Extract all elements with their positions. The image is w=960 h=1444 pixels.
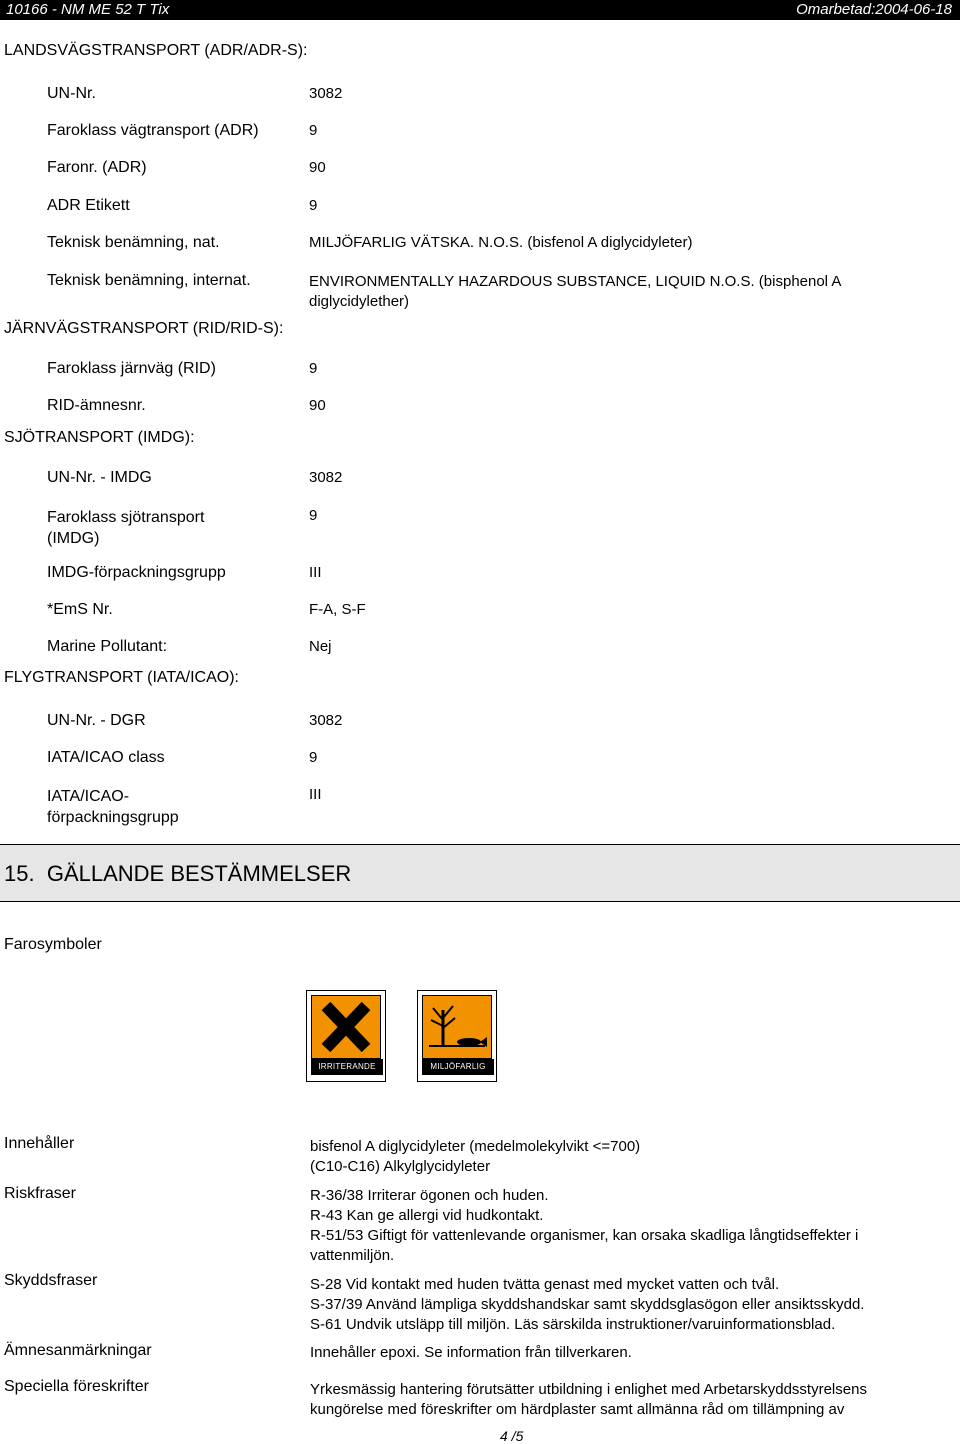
sea-row-value: III — [309, 564, 322, 581]
environment-caption: MILJÖFARLIG — [422, 1059, 494, 1075]
section-15-title — [4, 861, 351, 887]
skyddsfras-line: S-28 Vid kontakt med huden tvätta genast med mycket vatten och tvål. — [310, 1276, 780, 1293]
section-15-banner — [0, 844, 960, 902]
road-row-label: Teknisk benämning, internat. — [47, 272, 251, 289]
section-title-text: GÄLLANDE BESTÄMMELSER — [46, 861, 352, 886]
air-row-label: UN-Nr. - DGR — [47, 712, 146, 729]
sea-row-value: 3082 — [309, 469, 343, 486]
sea-row-label: Faroklass sjötransport (IMDG) — [47, 509, 205, 547]
air-transport-title: FLYGTRANSPORT (IATA/ICAO): — [4, 669, 239, 686]
irritant-symbol — [306, 990, 386, 1082]
sea-row-label: Marine Pollutant: — [47, 638, 168, 655]
road-row-value: 9 — [309, 197, 318, 214]
air-row-value: III — [309, 786, 322, 803]
amnesanmarkningar-value: Innehåller epoxi. Se information från tillverkaren. — [310, 1344, 632, 1361]
road-row-value: 3082 — [309, 85, 343, 102]
road-row-label: ADR Etikett — [47, 197, 130, 214]
sea-row-label: UN-Nr. - IMDG — [47, 469, 152, 486]
riskfras-line: R-43 Kan ge allergi vid hudkontakt. — [310, 1207, 544, 1224]
air-row-value: 3082 — [309, 712, 343, 729]
speciella-label: Speciella föreskrifter — [4, 1378, 149, 1395]
innehaller-line: bisfenol A diglycidyleter (medelmolekylvikt <=700) — [310, 1138, 641, 1155]
rail-row-label: RID-ämnesnr. — [47, 397, 146, 414]
skyddsfraser-label: Skyddsfraser — [4, 1272, 98, 1289]
document-id: 10166 - NM ME 52 T Tix — [6, 1, 170, 18]
innehaller-value — [310, 1137, 640, 1177]
riskfraser-value — [310, 1186, 910, 1266]
rail-row-label: Faroklass järnväg (RID) — [47, 360, 216, 377]
speciella-value: Yrkesmässig hantering förutsätter utbildning i enlighet med Arbetarskyddsstyrelsens kungörelse med föreskrifter om härdplaster samt allmänna råd om tillämpning av — [310, 1381, 867, 1418]
road-row-label: UN-Nr. — [47, 85, 96, 102]
innehaller-label: Innehåller — [4, 1135, 75, 1152]
sea-row-label: IMDG-förpackningsgrupp — [47, 564, 226, 581]
road-row-label: Faroklass vägtransport (ADR) — [47, 122, 259, 139]
amnesanmarkningar-label: Ämnesanmärkningar — [4, 1342, 152, 1359]
riskfraser-label: Riskfraser — [4, 1185, 77, 1202]
environment-symbol — [417, 990, 497, 1082]
irritant-x-icon — [311, 995, 381, 1059]
skyddsfraser-value — [310, 1275, 864, 1335]
irritant-caption: IRRITERANDE — [311, 1059, 383, 1075]
environment-hazard-icon — [422, 995, 492, 1059]
sea-row-label: *EmS Nr. — [47, 601, 113, 618]
air-row-value: 9 — [309, 749, 318, 766]
skyddsfras-line: S-37/39 Använd lämpliga skyddshandskar samt skyddsglasögon eller ansiktsskydd. — [310, 1296, 865, 1313]
rail-transport-title: JÄRNVÄGSTRANSPORT (RID/RID-S): — [4, 320, 284, 337]
road-row-value: 90 — [309, 159, 326, 176]
road-row-label: Faronr. (ADR) — [47, 159, 147, 176]
sea-row-value: Nej — [309, 638, 332, 655]
road-row-value: 9 — [309, 122, 318, 139]
sea-row-value: 9 — [309, 507, 318, 524]
farosymboler-label: Farosymboler — [4, 936, 102, 953]
rail-row-value: 90 — [309, 397, 326, 414]
air-row-label: IATA/ICAO class — [47, 749, 165, 766]
section-number: 15. — [4, 861, 35, 886]
rail-row-value: 9 — [309, 360, 318, 377]
revision-date: Omarbetad:2004-06-18 — [796, 1, 952, 18]
document-header — [0, 0, 960, 20]
riskfras-line: R-36/38 Irriterar ögonen och huden. — [310, 1187, 549, 1204]
road-transport-title: LANDSVÄGSTRANSPORT (ADR/ADR-S): — [4, 42, 308, 59]
innehaller-line: (C10-C16) Alkylglycidyleter — [310, 1158, 491, 1175]
page-number: 4 /5 — [500, 1428, 524, 1444]
air-row-label: IATA/ICAO-förpackningsgrupp — [47, 788, 179, 826]
road-row-value: MILJÖFARLIG VÄTSKA. N.O.S. (bisfenol A diglycidyleter) — [309, 234, 693, 251]
riskfras-line: R-51/53 Giftigt för vattenlevande organismer, kan orsaka skadliga långtidseffekter i vattenmiljön. — [310, 1227, 859, 1264]
road-row-label: Teknisk benämning, nat. — [47, 234, 220, 251]
skyddsfras-line: S-61 Undvik utsläpp till miljön. Läs särskilda instruktioner/varuinformationsblad. — [310, 1316, 836, 1333]
road-row-value: ENVIRONMENTALLY HAZARDOUS SUBSTANCE, LIQUID N.O.S. (bisphenol A diglycidylether) — [309, 273, 841, 310]
sea-row-value: F-A, S-F — [309, 601, 366, 618]
sea-transport-title: SJÖTRANSPORT (IMDG): — [4, 429, 195, 446]
